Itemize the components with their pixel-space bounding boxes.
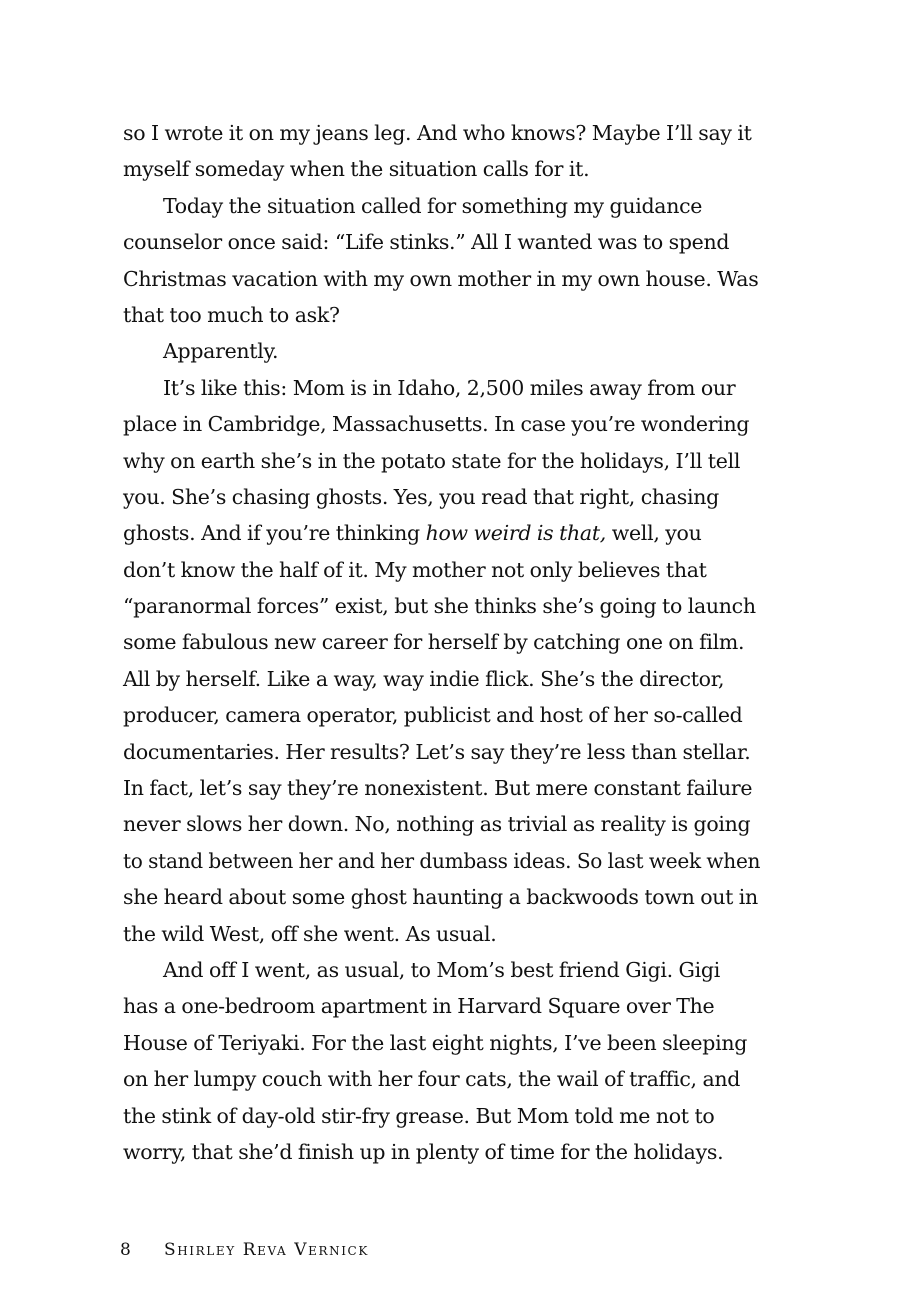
page-number: 8 xyxy=(120,1240,131,1260)
text-line: some fabulous new career for herself by catching one on film. xyxy=(123,630,745,655)
text-line: worry, that she’d finish up in plenty of time for the holidays. xyxy=(123,1139,724,1164)
text-line: that too much to ask? xyxy=(123,302,340,327)
paragraph-start-line: Today the situation called for something my guidance xyxy=(163,193,703,218)
text-line: so I wrote it on my jeans leg. And who knows? Maybe I’ll say it xyxy=(123,121,752,145)
text-line: documentaries. Her results? Let’s say they’re less than stellar. xyxy=(123,739,751,764)
text-line: “paranormal forces” exist, but she thinks she’s going to launch xyxy=(123,594,756,619)
text-line: In fact, let’s say they’re nonexistent. But mere constant failure xyxy=(123,776,753,801)
text-line: don’t know the half of it. My mother not only believes that xyxy=(123,557,707,582)
text-line xyxy=(123,515,763,551)
text-line: she heard about some ghost haunting a backwoods town out in xyxy=(123,885,758,910)
text-line: Christmas vacation with my own mother in my own house. Was xyxy=(123,266,759,291)
text-line: never slows her down. No, nothing as trivial as reality is going xyxy=(123,812,751,837)
body-text xyxy=(123,115,763,1170)
text-line: the wild West, off she went. As usual. xyxy=(123,921,497,946)
text-line: myself someday when the situation calls for it. xyxy=(123,157,590,182)
paragraph-start-line: Apparently. xyxy=(163,339,279,364)
italic-text: how weird is that, xyxy=(425,521,607,546)
text-line: has a one-bedroom apartment in Harvard Square over The xyxy=(123,994,715,1019)
page-footer xyxy=(120,1238,369,1262)
text-line: the stink of day-old stir-fry grease. But Mom told me not to xyxy=(123,1103,715,1128)
text-line: place in Cambridge, Massachusetts. In case you’re wondering xyxy=(123,412,750,437)
text-line: you. She’s chasing ghosts. Yes, you read that right, chasing xyxy=(123,484,719,509)
paragraph-start-line: It’s like this: Mom is in Idaho, 2,500 miles away from our xyxy=(163,375,736,400)
text-line: counselor once said: “Life stinks.” All I wanted was to spend xyxy=(123,230,730,255)
text-line: on her lumpy couch with her four cats, the wail of traffic, and xyxy=(123,1067,741,1092)
text-line: producer, camera operator, publicist and host of her so-called xyxy=(123,703,743,728)
paragraph-start-line: And off I went, as usual, to Mom’s best friend Gigi. Gigi xyxy=(163,957,720,982)
running-head-author: Shirley Reva Vernick xyxy=(164,1240,369,1260)
text-line: why on earth she’s in the potato state for the holidays, I’ll tell xyxy=(123,448,741,473)
text-line: to stand between her and her dumbass ideas. So last week when xyxy=(123,848,761,873)
text-run: well, you xyxy=(606,521,702,546)
text-line: All by herself. Like a way, way indie flick. She’s the director, xyxy=(123,666,725,691)
text-line: House of Teriyaki. For the last eight nights, I’ve been sleeping xyxy=(123,1030,748,1055)
text-run: ghosts. And if you’re thinking xyxy=(123,521,426,546)
